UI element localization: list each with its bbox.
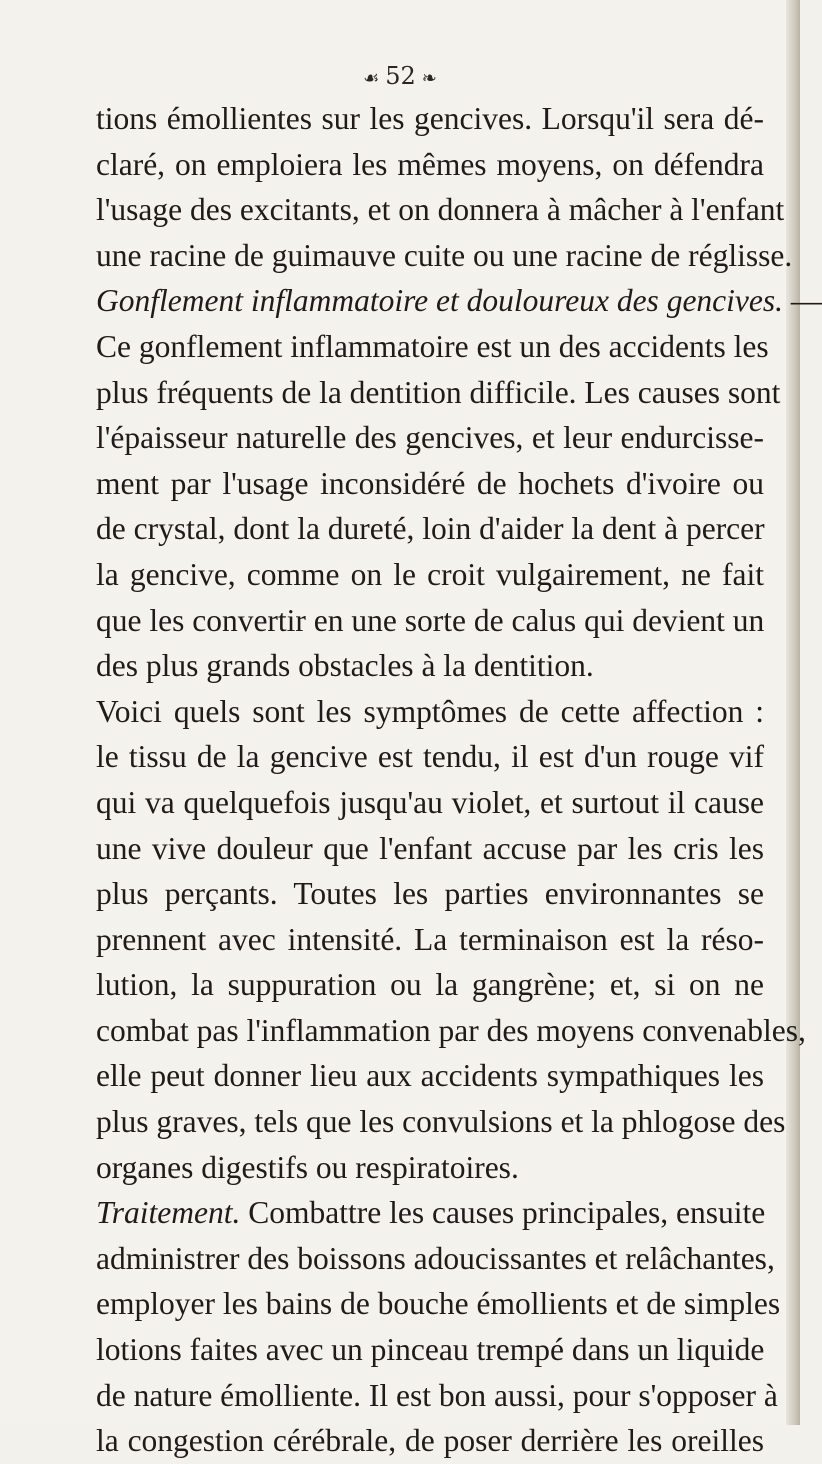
line-text: que les convertir en une sorte de calus qui devient un bbox=[96, 602, 765, 638]
line-text: plus graves, tels que les convulsions et la phlogose des bbox=[96, 1104, 786, 1140]
text-line bbox=[96, 689, 764, 735]
line-text: Combattre les causes principales, ensuite bbox=[240, 1195, 766, 1231]
body-text bbox=[96, 96, 822, 1464]
text-line bbox=[96, 461, 764, 507]
text-line bbox=[96, 917, 764, 963]
text-line bbox=[96, 1099, 786, 1145]
text-line bbox=[96, 1418, 764, 1464]
text-line bbox=[96, 233, 793, 279]
section-heading: Gonflement inflammatoire et douloureux des gencives. bbox=[96, 283, 784, 319]
ornament-right-icon: ❧ bbox=[421, 68, 437, 89]
line-text: organes digestifs ou respiratoires. bbox=[96, 1149, 519, 1185]
text-line bbox=[96, 826, 764, 872]
line-text: — bbox=[783, 283, 822, 319]
text-line bbox=[96, 1373, 778, 1419]
line-text: la congestion cérébrale, de poser derrière les oreilles bbox=[96, 1423, 764, 1459]
line-text: tions émollientes sur les gencives. Lorsqu'il sera dé- bbox=[96, 101, 764, 136]
text-line bbox=[96, 1145, 764, 1191]
line-text: la gencive, comme on le croit vulgairement, ne fait bbox=[96, 556, 764, 592]
line-text: elle peut donner lieu aux accidents sympathiques les bbox=[96, 1058, 764, 1094]
line-text: lution, la suppuration ou la gangrène; et, si on ne bbox=[96, 967, 764, 1003]
section-heading: Traitement. bbox=[96, 1195, 241, 1231]
line-text: Voici quels sont les symptômes de cette affection : bbox=[96, 693, 764, 729]
page-edge bbox=[786, 0, 800, 1425]
line-text: des plus grands obstacles à la dentition. bbox=[96, 648, 594, 684]
line-text: une racine de guimauve cuite ou une racine de réglisse. bbox=[96, 237, 793, 273]
line-text: qui va quelquefois jusqu'au violet, et surtout il cause bbox=[96, 784, 764, 820]
ornament-left-icon: ☙ bbox=[363, 68, 380, 89]
line-text: plus fréquents de la dentition difficile. Les causes sont bbox=[96, 374, 781, 410]
text-line bbox=[96, 370, 781, 416]
text-line bbox=[96, 871, 764, 917]
line-text: de nature émolliente. Il est bon aussi, pour s'opposer à bbox=[96, 1377, 778, 1413]
line-text: de crystal, dont la dureté, loin d'aider la dent à percer bbox=[96, 511, 765, 547]
line-text: le tissu de la gencive est tendu, il est d'un rouge vif bbox=[96, 739, 764, 775]
text-line bbox=[96, 187, 785, 233]
text-line bbox=[96, 278, 822, 324]
text-line bbox=[96, 598, 764, 644]
line-text: administrer des boissons adoucissantes et relâchantes, bbox=[96, 1240, 775, 1276]
line-text: l'épaisseur naturelle des gencives, et leur endurcisse- bbox=[96, 420, 764, 456]
text-line bbox=[96, 1190, 764, 1236]
text-line bbox=[96, 643, 764, 689]
line-text: employer les bains de bouche émollients et de simples bbox=[96, 1286, 781, 1322]
line-text: ment par l'usage inconsidéré de hochets d'ivoire ou bbox=[96, 465, 764, 501]
line-text: claré, on emploiera les mêmes moyens, on défendra bbox=[96, 146, 764, 182]
text-line bbox=[96, 1327, 764, 1373]
text-line bbox=[96, 780, 764, 826]
line-text: lotions faites avec un pinceau trempé dans un liquide bbox=[96, 1332, 765, 1368]
page-number: 52 bbox=[385, 62, 416, 90]
text-line bbox=[96, 1281, 781, 1327]
text-line bbox=[96, 1008, 806, 1054]
line-text: Ce gonflement inflammatoire est un des accidents les bbox=[96, 328, 769, 364]
text-line bbox=[96, 506, 764, 552]
text-line bbox=[96, 324, 769, 370]
text-line bbox=[96, 96, 764, 142]
text-line bbox=[96, 552, 764, 598]
text-line bbox=[96, 1053, 764, 1099]
line-text: combat pas l'inflammation par des moyens convenables, bbox=[96, 1012, 806, 1048]
text-line bbox=[96, 1236, 775, 1282]
text-line bbox=[96, 415, 764, 461]
text-line bbox=[96, 962, 764, 1008]
text-line bbox=[96, 142, 764, 188]
line-text: une vive douleur que l'enfant accuse par les cris les bbox=[96, 830, 764, 866]
text-line bbox=[96, 734, 764, 780]
page-header bbox=[0, 62, 800, 90]
line-text: prennent avec intensité. La terminaison est la réso- bbox=[96, 921, 764, 957]
line-text: plus perçants. Toutes les parties environnantes se bbox=[96, 876, 764, 912]
line-text: l'usage des excitants, et on donnera à mâcher à l'enfant bbox=[96, 192, 785, 228]
